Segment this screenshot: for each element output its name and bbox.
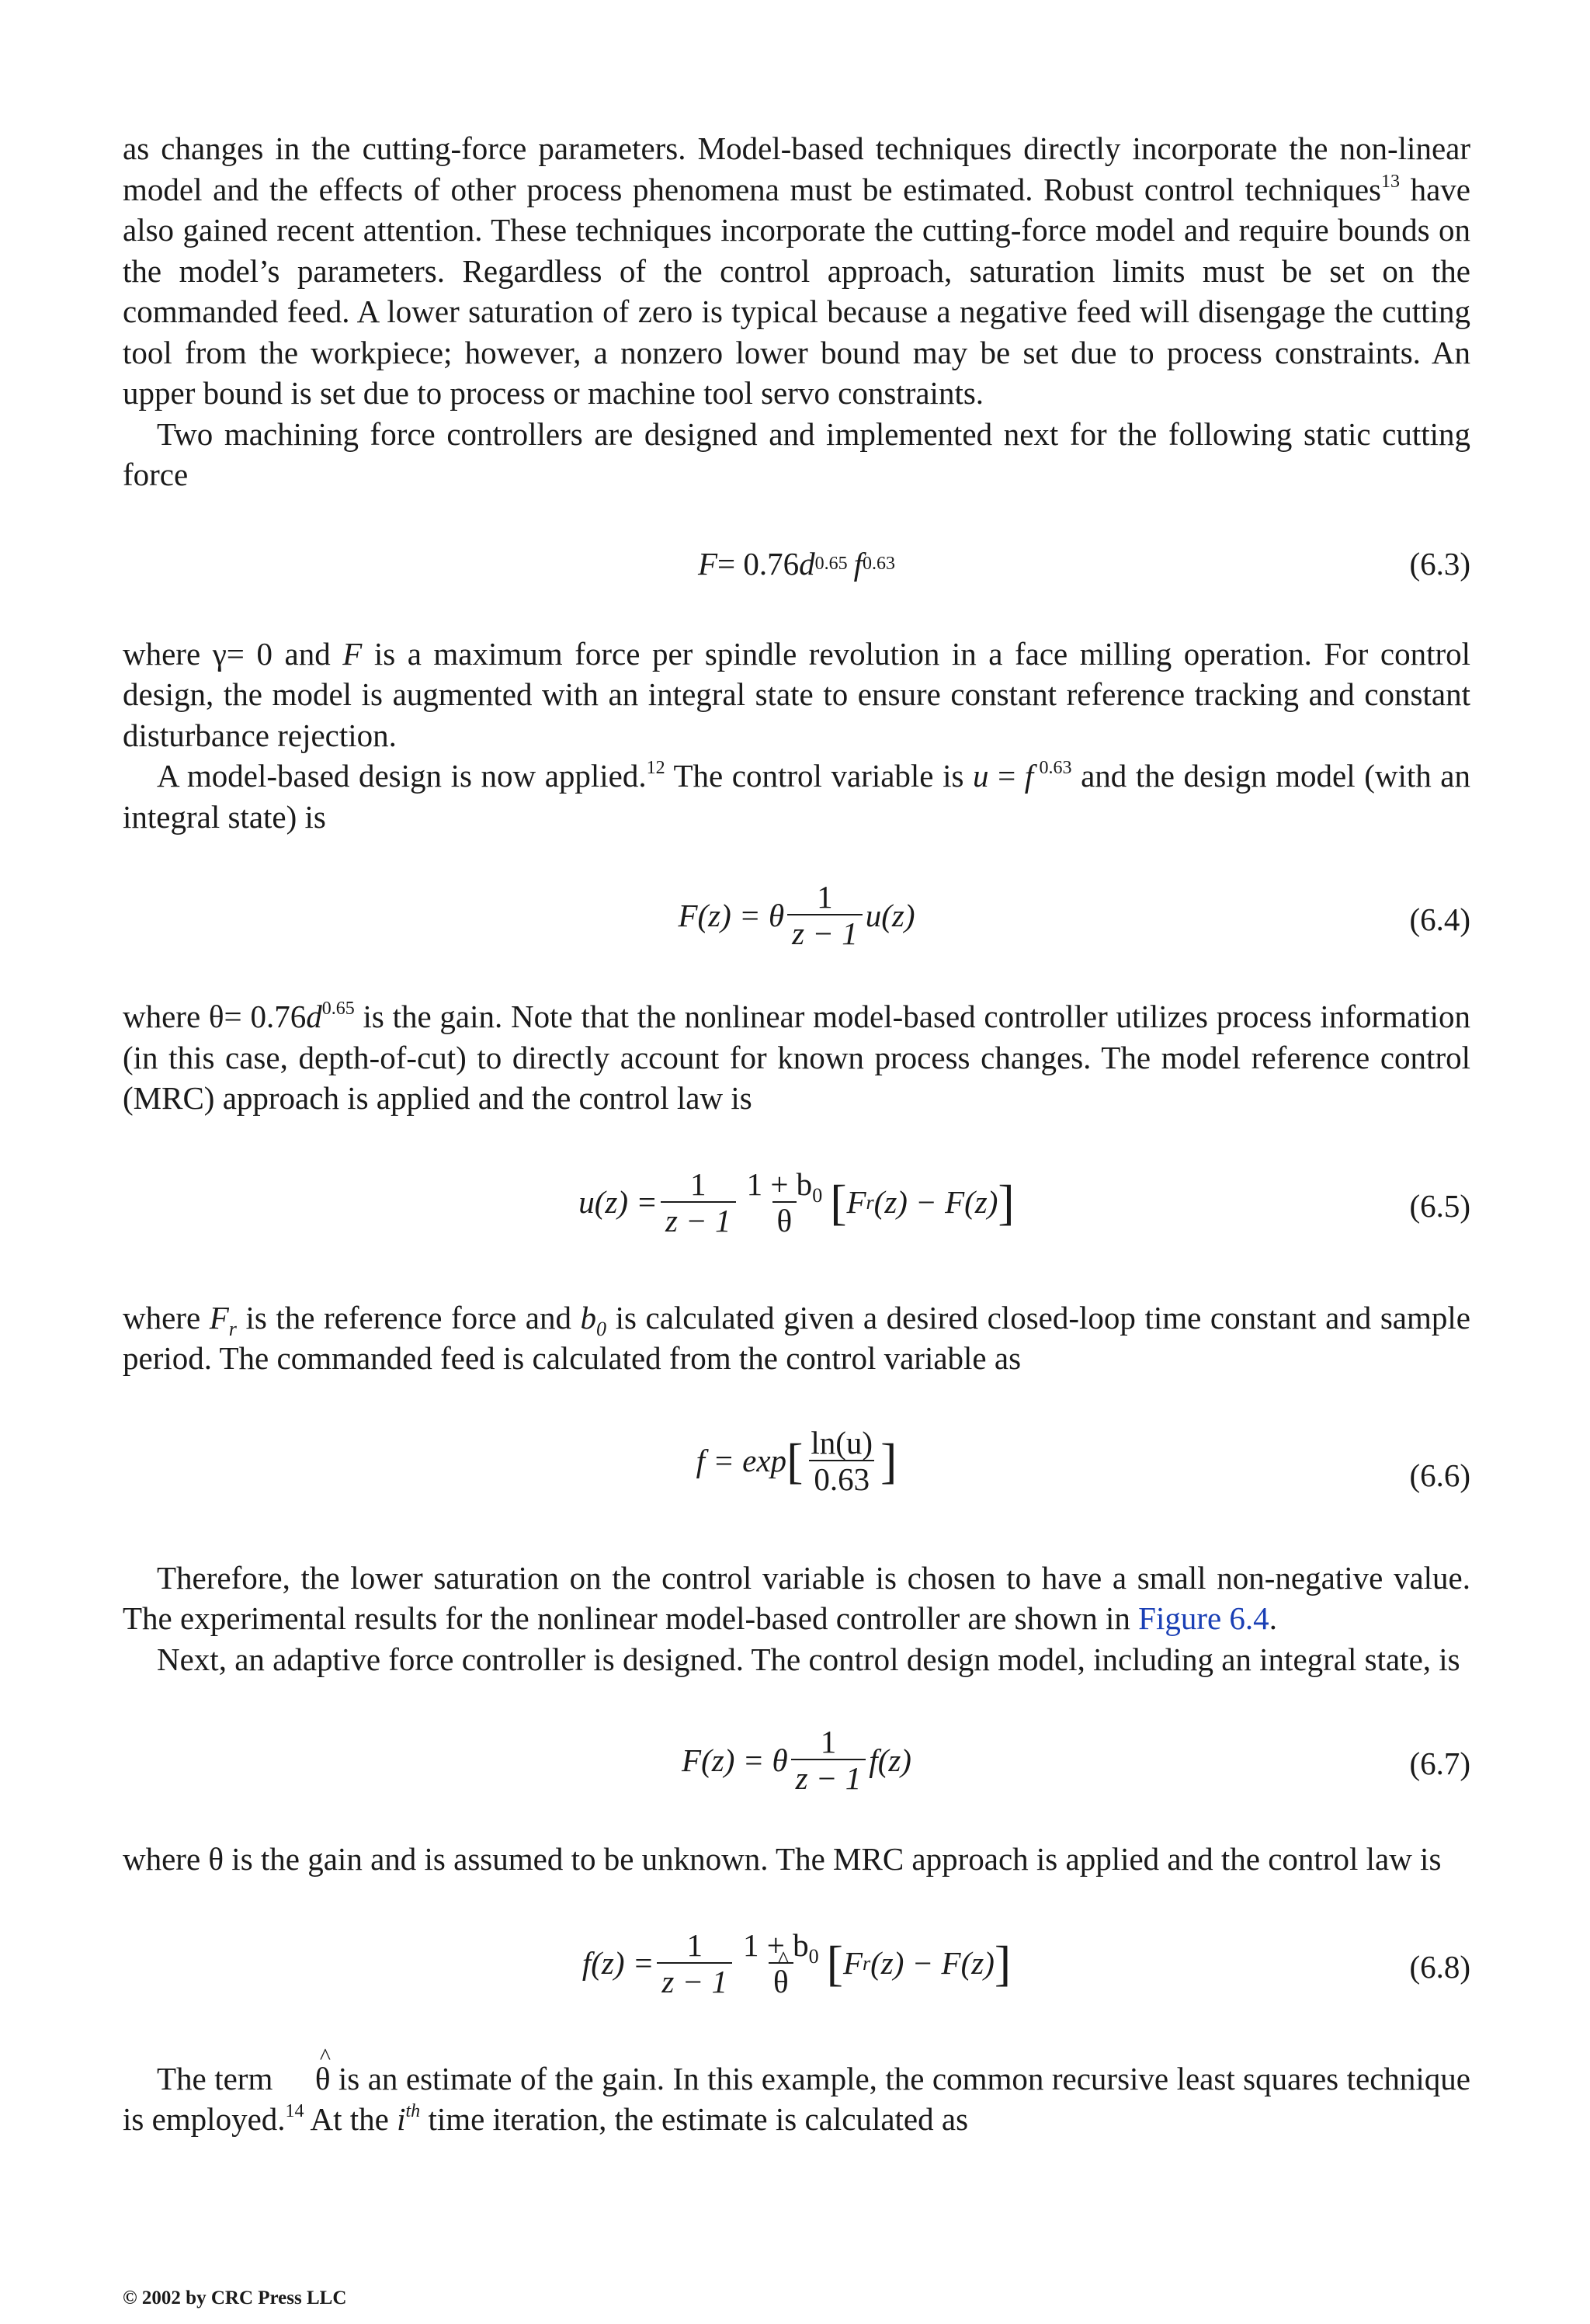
reference-12: 12 <box>646 758 665 778</box>
paragraph-8: Next, an adaptive force controller is designed. The control design model, including an integral state, is <box>157 1641 1460 1677</box>
reference-14: 14 <box>285 2101 304 2121</box>
equation-6-4: F(z) = θ $\frac{1}{z - 1}$ u(z) (6.4) <box>678 879 1470 951</box>
equation-6-3: F = 0.76 d 0.65 f 0.63 (6.3) <box>123 495 1470 634</box>
paragraph-5: where $\theta= 0.76d^{0.65}$ is the gain. Note that the nonlinear model-based controller utilizes process information (in this case, depth-of-cut) to directly account for known process changes. The model reference control (MRC) approach is applied and the control law is <box>123 999 1470 1116</box>
equation-6-7: F(z) = θ $\frac{1}{z - 1}$ f(z) (6.7) <box>682 1724 1470 1796</box>
equation-6-8: f(z) = $\frac{1}{z - 1}$ $1 + b_0$ ^ θ [ F r (z) − F(z) ] (6.8) <box>123 1880 1470 2058</box>
reference-13: 13 <box>1380 171 1400 192</box>
paragraph-10: The term ^ θ is an estimate of the gain. In this example, the common recursive least squares technique is employed.$^{14}$ At the $i^{th}$ time iteration, the estimate is calculated as <box>123 2058 1470 2140</box>
equation-number: (6.8) <box>1409 1948 1470 1985</box>
paragraph-4: A model-based design is now applied.$^{12}$ The control variable is u = f $^{0.63}$ and the design model (with an integral state) is <box>123 758 1471 835</box>
equation-number: (6.6) <box>1409 1457 1470 1493</box>
equation-number: (6.3) <box>1409 545 1470 582</box>
page-content <box>123 128 1470 2140</box>
equation-6-6: f = exp [ $\frac{\ln(u)}{0.63}$ ] (6.6) <box>696 1424 1470 1497</box>
equation-6-5: u(z) = $\frac{1}{z - 1}$ $\frac{1 + b_0}{\theta}$ [ F r (z) − F(z) ] (6.5) <box>578 1165 1470 1238</box>
paragraph-3: where γ= 0 and F is a maximum force per spindle revolution in a face milling operation. For control design, the model is augmented with an integral state to ensure constant reference tracking and constant disturbance rejection. <box>123 635 1470 753</box>
paragraph-1: as changes in the cutting-force parameters. Model-based techniques directly incorporate the non-linear model and the effects of other process phenomena must be estimated. Robust control techniques$^{13}$ have also gained recent attention. These techniques incorporate the cutting-force model and require bounds on the model’s parameters. Regardless of the control approach, saturation limits must be set on the commanded feed. A lower saturation of zero is typical because a negative feed will disengage the cutting tool from the workpiece; however, a nonzero lower bound may be set due to process constraints. An upper bound is set due to process or machine tool servo constraints. <box>123 130 1470 411</box>
paragraph-7: Therefore, the lower saturation on the control variable is chosen to have a small non-negative value. The experimental results for the nonlinear model-based controller are shown in Figure 6.4. <box>123 1559 1470 1636</box>
paragraph-6: where $F_r$ is the reference force and $b_0$ is calculated given a desired closed-loop time constant and sample period. The commanded feed is calculated from the control variable as <box>123 1299 1470 1376</box>
equation-number: (6.4) <box>1409 901 1470 937</box>
figure-6-4-link[interactable]: Figure 6.4 <box>1138 1600 1269 1636</box>
equation-number: (6.7) <box>1409 1746 1470 1781</box>
paragraph-2: Two machining force controllers are designed and implemented next for the following static cutting force <box>123 415 1470 492</box>
equation-number: (6.5) <box>1409 1187 1470 1224</box>
paragraph-9: where θ is the gain and is assumed to be unknown. The MRC approach is applied and the control law is <box>123 1841 1442 1877</box>
copyright-footer: © 2002 by CRC Press LLC <box>123 2288 347 2308</box>
